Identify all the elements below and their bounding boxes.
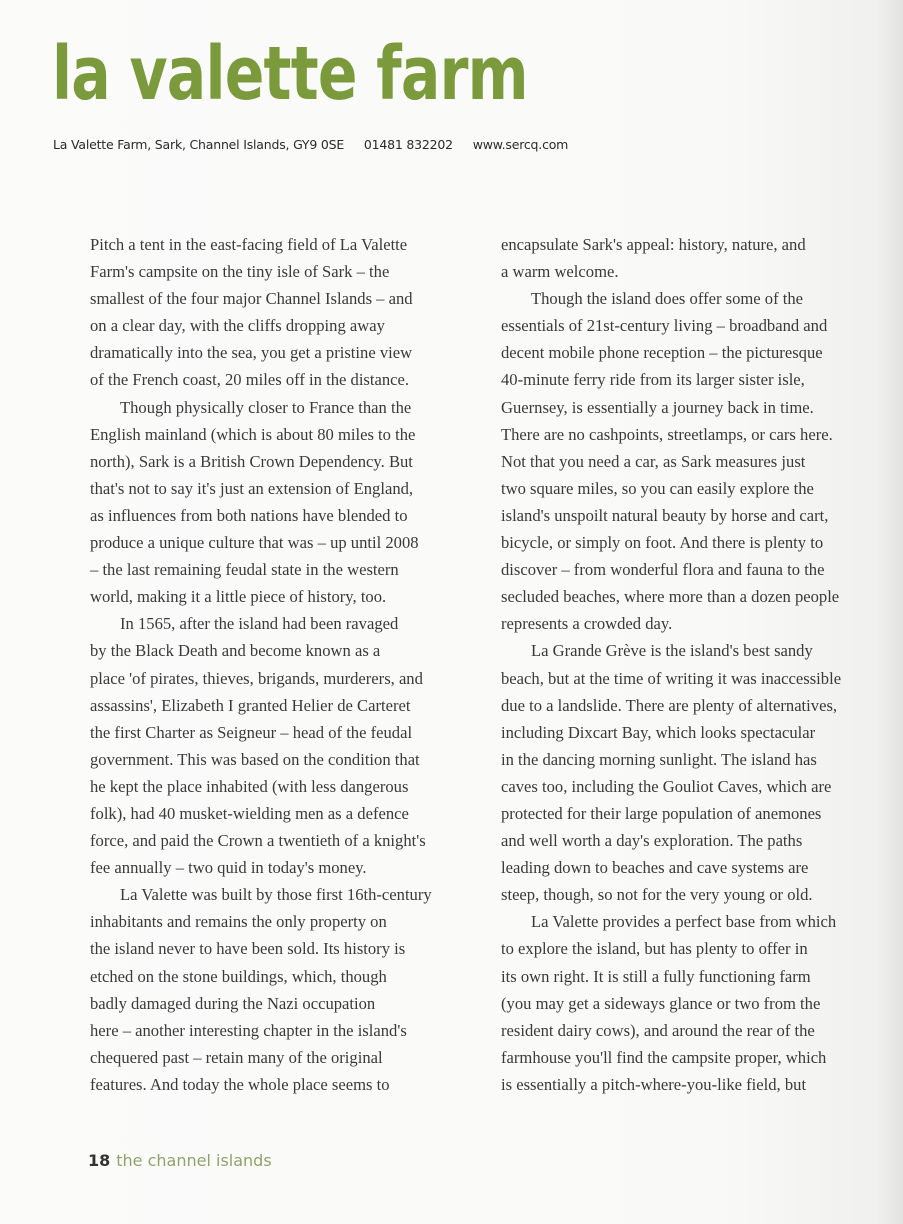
text-line: the first Charter as Seigneur – head of the feudal [90, 722, 413, 742]
text-line: etched on the stone buildings, which, though [90, 966, 387, 986]
text-line: represents a crowded day. [501, 614, 673, 634]
text-line: place 'of pirates, thieves, brigands, murderers, and [90, 668, 423, 688]
text-line: fee annually – two quid in today's money. [90, 858, 367, 878]
text-line: bicycle, or simply on foot. And there is plenty to [501, 533, 824, 553]
text-line: assassins', Elizabeth I granted Helier de Carteret [90, 695, 411, 715]
text-line: that's not to say it's just an extension of England, [90, 478, 414, 498]
text-line: Farm's campsite on the tiny isle of Sark – the [90, 262, 390, 282]
text-line: a warm welcome. [501, 262, 619, 282]
text-line: Pitch a tent in the east-facing field of La Valette [90, 235, 408, 254]
text-line: folk), had 40 musket-wielding men as a defence [90, 803, 409, 823]
text-line: farmhouse you'll find the campsite proper, which [501, 1047, 827, 1067]
text-line: (you may get a sideways glance or two from the [501, 993, 821, 1013]
text-line: its own right. It is still a fully functioning farm [501, 966, 811, 986]
text-line: La Valette provides a perfect base from which [531, 912, 837, 932]
text-line: In 1565, after the island had been ravaged [120, 614, 399, 634]
body-column-left [90, 231, 480, 1098]
text-line: encapsulate Sark's appeal: history, nature, and [501, 235, 806, 254]
text-line: due to a landslide. There are plenty of alternatives, [501, 695, 838, 715]
text-line: secluded beaches, where more than a dozen people [501, 587, 840, 607]
text-line: decent mobile phone reception – the picturesque [501, 343, 823, 363]
text-line: essentials of 21st-century living – broadband and [501, 316, 828, 336]
page-number: 18 [88, 1151, 111, 1170]
text-line: on a clear day, with the cliffs dropping away [90, 316, 385, 336]
phone-number: 01481 832202 [363, 137, 453, 152]
text-line: discover – from wonderful flora and fauna to the [501, 560, 825, 580]
text-line: caves too, including the Gouliot Caves, which are [501, 776, 832, 796]
text-line: leading down to beaches and cave systems are [501, 858, 809, 878]
text-line: smallest of the four major Channel Islands – and [90, 289, 413, 309]
text-line: north), Sark is a British Crown Dependency. But [90, 451, 413, 471]
text-line: Guernsey, is essentially a journey back in time. [501, 397, 814, 417]
text-line: here – another interesting chapter in the island's [90, 1020, 407, 1040]
text-line: La Valette was built by those first 16th-century [120, 885, 432, 905]
text-line: in the dancing morning sunlight. The island has [501, 749, 817, 769]
text-line: including Dixcart Bay, which looks spectacular [501, 722, 816, 742]
text-line: badly damaged during the Nazi occupation [90, 993, 376, 1013]
text-line: features. And today the whole place seems to [90, 1074, 390, 1094]
text-line: Though physically closer to France than the [120, 397, 412, 417]
text-line: the island never to have been sold. Its history is [90, 939, 406, 959]
address: La Valette Farm, Sark, Channel Islands, GY9 0SE [53, 137, 345, 152]
text-line: Though the island does offer some of the [531, 289, 804, 309]
text-line: – the last remaining feudal state in the western [90, 560, 399, 580]
page-footer [88, 1151, 272, 1170]
text-line: English mainland (which is about 80 miles to the [90, 424, 416, 444]
text-line: inhabitants and remains the only property on [90, 912, 387, 932]
text-line: by the Black Death and become known as a [90, 641, 381, 661]
text-line: and well worth a day's exploration. The paths [501, 831, 803, 851]
text-line: he kept the place inhabited (with less dangerous [90, 776, 409, 796]
text-line: produce a unique culture that was – up until 2008 [90, 533, 419, 553]
contact-line [53, 137, 584, 152]
page-title: la valette farm [52, 31, 528, 117]
text-line: two square miles, so you can easily explore the [501, 478, 814, 498]
text-line: protected for their large population of anemones [501, 803, 822, 823]
text-line: as influences from both nations have blended to [90, 505, 408, 525]
text-line: There are no cashpoints, streetlamps, or cars here. [501, 424, 833, 444]
body-column-right [501, 231, 891, 1098]
text-line: resident dairy cows), and around the rear of the [501, 1020, 815, 1040]
text-line: La Grande Grève is the island's best sandy [531, 641, 813, 661]
text-line: Not that you need a car, as Sark measures just [501, 451, 806, 471]
text-line: steep, though, so not for the very young or old. [501, 885, 813, 905]
section-title: the channel islands [116, 1151, 272, 1170]
website: www.sercq.com [472, 137, 569, 152]
text-line: chequered past – retain many of the original [90, 1047, 383, 1067]
text-line: island's unspoilt natural beauty by horse and cart, [501, 505, 829, 525]
text-line: beach, but at the time of writing it was inaccessible [501, 668, 842, 688]
text-line: of the French coast, 20 miles off in the distance. [90, 370, 410, 390]
text-line: 40-minute ferry ride from its larger sister isle, [501, 370, 805, 390]
text-line: dramatically into the sea, you get a pristine view [90, 343, 413, 363]
text-line: force, and paid the Crown a twentieth of a knight's [90, 831, 426, 851]
text-line: to explore the island, but has plenty to offer in [501, 939, 808, 959]
text-line: is essentially a pitch-where-you-like field, but [501, 1074, 807, 1094]
text-line: world, making it a little piece of history, too. [90, 587, 387, 607]
text-line: government. This was based on the condition that [90, 749, 420, 769]
